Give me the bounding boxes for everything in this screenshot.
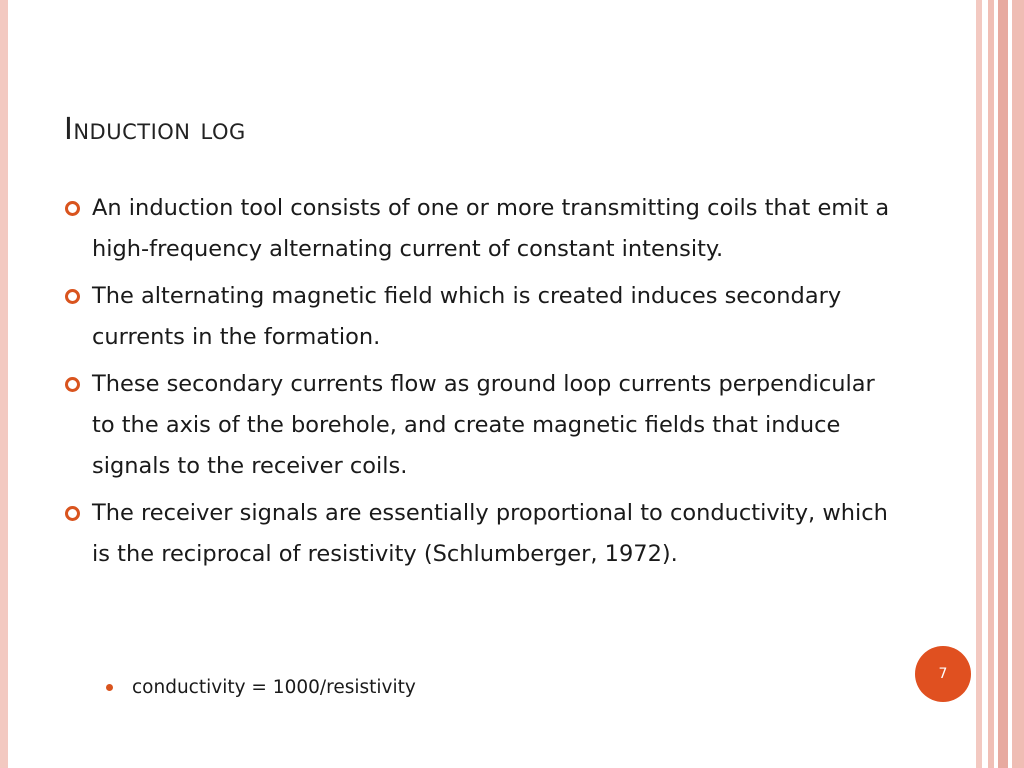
- border-stripe: [998, 0, 1008, 768]
- ring-bullet-icon: [65, 377, 80, 392]
- bullet-text: The alternating magnetic field which is created induces secondary currents in the formation.: [92, 283, 842, 350]
- bullet-text: These secondary currents flow as ground loop currents perpendicular to the axis of the borehole, and create magnetic fields that induce signals to the receiver coils.: [92, 371, 875, 479]
- sub-bullet-list: [106, 672, 806, 704]
- bullet-text: The receiver signals are essentially proportional to conductivity, which is the reciprocal of resistivity (Schlumberger, 1972).: [92, 500, 888, 567]
- dot-bullet-icon: [106, 684, 113, 691]
- list-item: [64, 276, 894, 358]
- border-stripe: [1012, 0, 1024, 768]
- sub-bullet-text: conductivity = 1000/resistivity: [132, 677, 416, 698]
- bullet-text: An induction tool consists of one or more transmitting coils that emit a high-frequency alternating current of constant intensity.: [92, 195, 890, 262]
- left-border-decoration: [0, 0, 8, 768]
- bullet-list: [64, 188, 894, 581]
- list-item: [64, 364, 894, 487]
- list-item: [64, 493, 894, 575]
- right-border-decoration: [976, 0, 1024, 768]
- slide-title: Induction log: [64, 112, 246, 147]
- page-number-badge: 7: [915, 646, 971, 702]
- list-item: [64, 188, 894, 270]
- ring-bullet-icon: [65, 201, 80, 216]
- ring-bullet-icon: [65, 506, 80, 521]
- list-item: [106, 672, 806, 704]
- ring-bullet-icon: [65, 289, 80, 304]
